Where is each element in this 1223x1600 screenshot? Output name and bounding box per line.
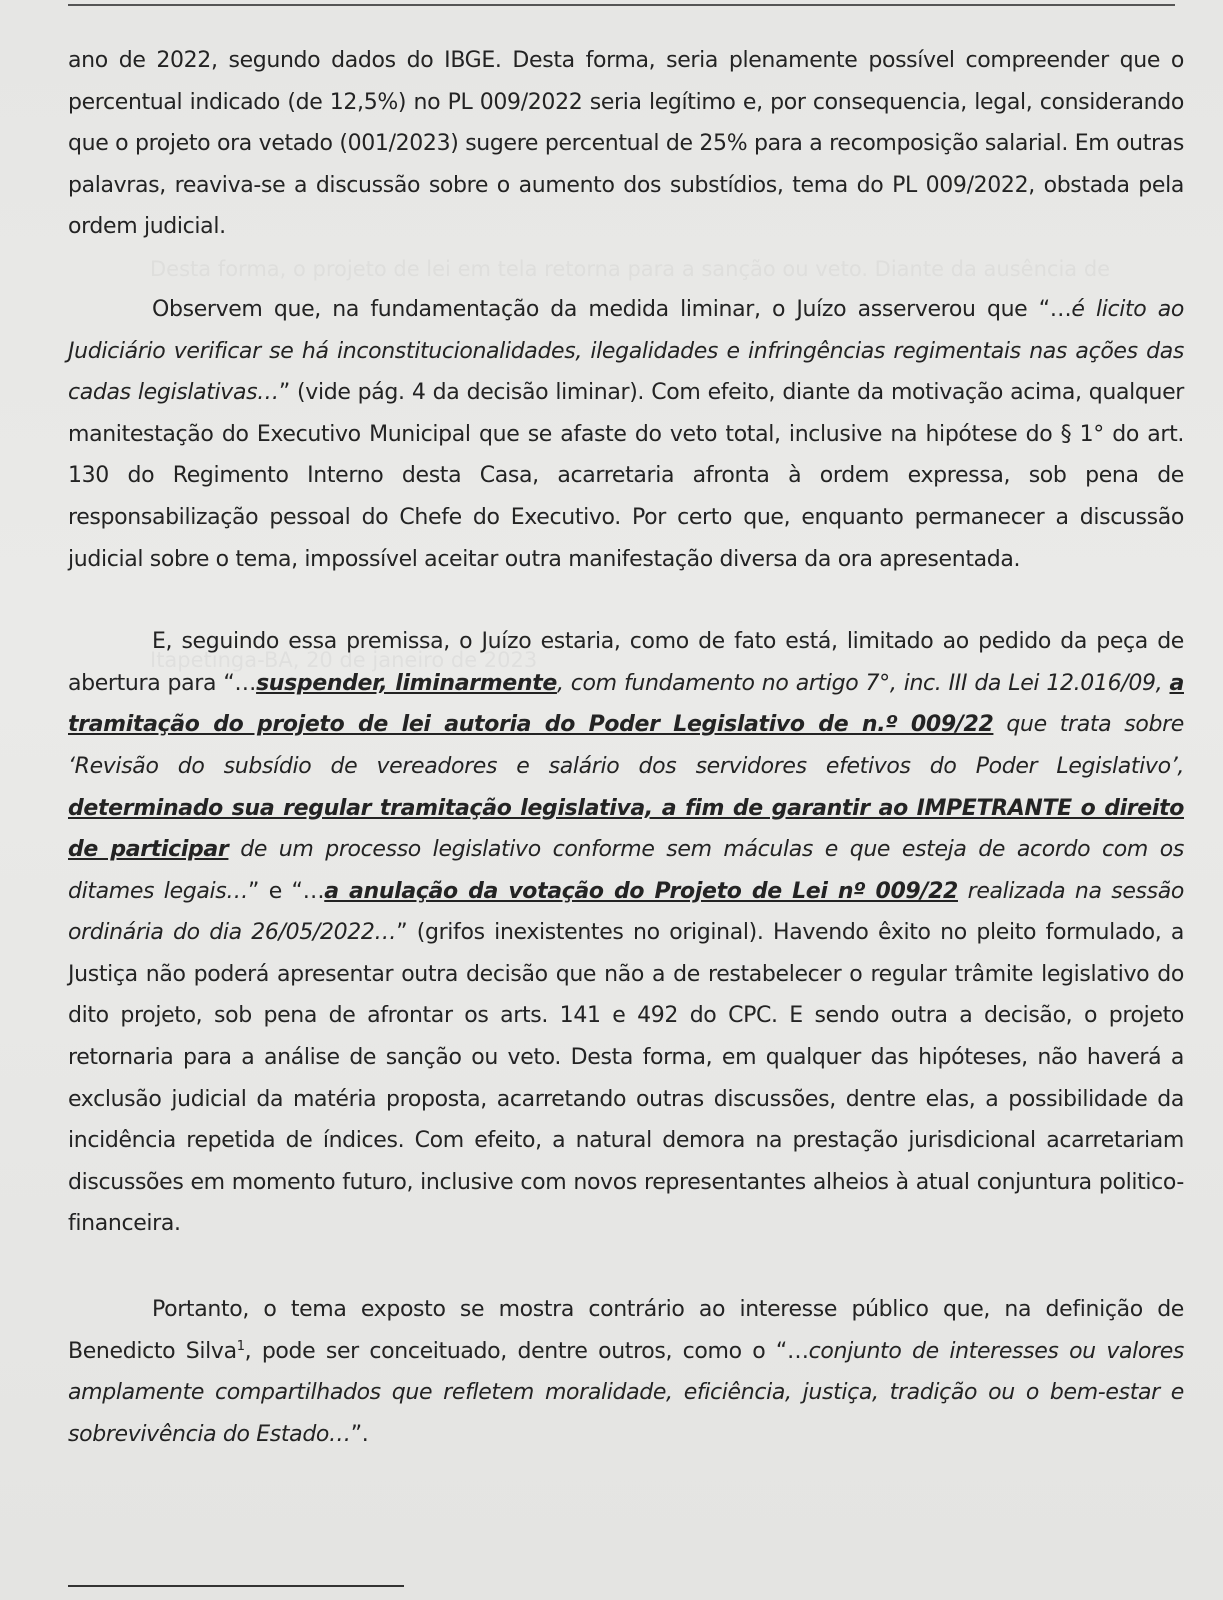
- quoted-definition-text: conjunto de interesses ou valores amplamente compartilhados que refletem moralidade, eficiência, justiça, tradição ou o bem-estar e sobrevivência do Estado…: [68, 1338, 1184, 1447]
- paragraph-2-text-b: ” (vide pág. 4 da decisão liminar). Com efeito, diante da motivação acima, qualquer manitestação do Executivo Municipal que se afaste do veto total, inclusive na hipótese do § 1° do art. 130 do Regimento Interno desta Casa, acarretaria afronta à ordem expressa, sob pena de responsabilização pessoal do Chefe do Executivo. Por certo que, enquanto permanecer a discussão judicial sobre o tema, impossível aceitar outra manifestação diversa da ora apresentada.: [68, 380, 1185, 572]
- emphasis-regular-tramitacao: determinado sua regular tramitação legislativa, a fim de garantir ao IMPETRANTE o direito de participar: [68, 795, 1184, 863]
- paragraph-3-text-c: ” (grifos inexistentes no original). Havendo êxito no pleito formulado, a Justiça não poderá apresentar outra decisão que não a de restabelecer o regular trâmite legislativo do dito projeto, sob pena de afrontar os arts. 141 e 492 do CPC. E sendo outra a decisão, o projeto retornaria para a análise de sanção ou veto. Desta forma, em qualquer das hipóteses, não haverá a exclusão judicial da matéria proposta, acarretando outras discussões, dentre elas, a possibilidade da incidência repetida de índices. Com efeito, a natural demora na prestação jurisdicional acarretariam discussões em momento futuro, inclusive com novos representantes alheios à atual conjuntura politico-financeira.: [68, 920, 1184, 1237]
- paragraph-4-text-c: ”.: [350, 1421, 369, 1447]
- footnote-marker: 1: [236, 1338, 245, 1354]
- quoted-decision-text: é licito ao Judiciário verificar se há inconstitucionalidades, ilegalidades e infringências regimentais nas ações das cadas legislativas…: [68, 296, 1184, 406]
- emphasis-tramitacao: a tramitação do projeto de lei autoria do Poder Legislativo de n.º 009/22: [68, 670, 1184, 738]
- quoted-petition-text-a: , com fundamento no artigo 7°, inc. III da Lei 12.016/09,: [556, 670, 1170, 696]
- quoted-petition-text-d: realizada na sessão ordinária do dia 26/05/2022…: [68, 878, 1185, 946]
- paragraph-3-text-b: ” e “…: [248, 878, 325, 904]
- top-divider: [68, 4, 1175, 6]
- paragraph-1: [68, 40, 1184, 248]
- footnote-divider: [68, 1585, 404, 1587]
- quoted-petition-text-c: de um processo legislativo conforme sem máculas e que esteja de acordo com os ditames legais…: [68, 837, 1184, 904]
- paragraph-1-text: ano de 2022, segundo dados do IBGE. Desta forma, seria plenamente possível compreender que o percentual indicado (de 12,5%) no PL 009/2022 seria legítimo e, por consequencia, legal, considerando que o projeto ora vetado (001/2023) sugere percentual de 25% para a recomposição salarial. Em outras palavras, reaviva-se a discussão sobre o aumento dos substídios, tema do PL 009/2022, obstada pela ordem judicial.: [68, 48, 1184, 240]
- emphasis-suspend: suspender, liminarmente: [256, 670, 557, 696]
- paragraph-3-text-a: E, seguindo essa premissa, o Juízo estaria, como de fato está, limitado ao pedido da peça de abertura para “…: [68, 629, 1184, 696]
- paragraph-2: [68, 289, 1184, 580]
- emphasis-anulacao: a anulação da votação do Projeto de Lei nº 009/22: [324, 878, 958, 904]
- paragraph-2-text-a: Observem que, na fundamentação da medida liminar, o Juízo asserverou que “…: [152, 296, 1072, 322]
- document-body: [68, 40, 1184, 1455]
- paragraph-4-text-b: , pode ser conceituado, dentre outros, como o “…: [244, 1338, 809, 1364]
- paragraph-3: [68, 621, 1184, 1245]
- quoted-petition-text-b: que trata sobre ‘Revisão do subsídio de vereadores e salário dos servidores efetivos do Poder Legislativo’,: [68, 712, 1184, 779]
- paragraph-4-text-a: Portanto, o tema exposto se mostra contrário ao interesse público que, na definição de Benedicto Silva: [68, 1297, 1184, 1364]
- paragraph-4: [68, 1289, 1184, 1455]
